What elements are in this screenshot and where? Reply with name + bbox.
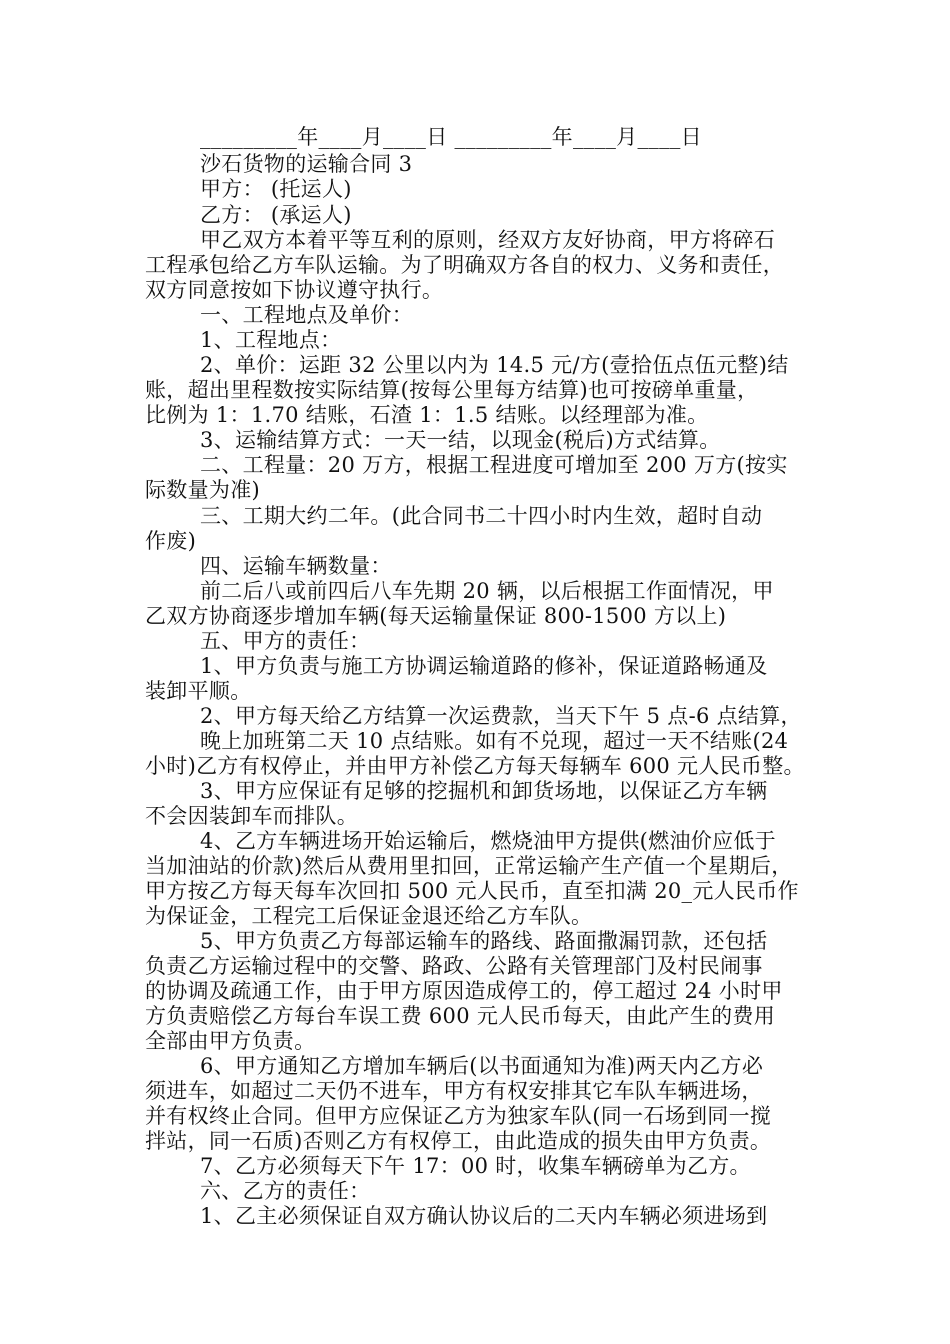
- party-a-line: 甲方： (托运人): [200, 177, 352, 201]
- paragraph-line: 前二后八或前四后八车先期 20 辆，以后根据工作面情况，甲: [200, 579, 774, 603]
- paragraph-line: 甲方按乙方每天每车次回扣 500 元人民币，直至扣满 20_元人民币作: [145, 879, 799, 903]
- paragraph-line: 须进车，如超过二天仍不进车，甲方有权安排其它车队车辆进场，: [145, 1079, 763, 1103]
- paragraph-line: 1、甲方负责与施工方协调运输道路的修补，保证道路畅通及: [200, 654, 768, 678]
- section-heading: 六、乙方的责任：: [200, 1179, 371, 1203]
- paragraph-line: 比例为 1：1.70 结账，石渣 1：1.5 结账。以经理部为准。: [145, 403, 709, 427]
- section-heading: 五、甲方的责任：: [200, 629, 371, 653]
- paragraph-line: 7、乙方必须每天下午 17：00 时，收集车辆磅单为乙方。: [200, 1154, 751, 1178]
- paragraph-line: 双方同意按如下协议遵守执行。: [145, 278, 444, 302]
- paragraph-line: 当加油站的价款)然后从费用里扣回，正常运输产生产值一个星期后，: [145, 854, 793, 878]
- paragraph-line: 乙双方协商逐步增加车辆(每天运输量保证 800-1500 方以上): [145, 604, 727, 628]
- paragraph-line: 全部由甲方负责。: [145, 1029, 316, 1053]
- section-heading: 三、工期大约二年。(此合同书二十四小时内生效，超时自动: [200, 504, 763, 528]
- paragraph-line: 2、甲方每天给乙方结算一次运费款，当天下午 5 点-6 点结算，: [200, 704, 802, 728]
- paragraph-line: 并有权终止合同。但甲方应保证乙方为独家车队(同一石场到同一搅: [145, 1104, 772, 1128]
- paragraph-line: 负责乙方运输过程中的交警、路政、公路有关管理部门及村民闹事: [145, 954, 763, 978]
- party-b-line: 乙方： (承运人): [200, 203, 352, 227]
- paragraph-line: 3、甲方应保证有足够的挖掘机和卸货场地，以保证乙方车辆: [200, 779, 768, 803]
- section-heading: 二、工程量：20 万方，根据工程进度可增加至 200 万方(按实: [200, 453, 788, 477]
- paragraph-line: 甲乙双方本着平等互利的原则，经双方友好协商，甲方将碎石: [200, 228, 776, 252]
- paragraph-line: 装卸平顺。: [145, 679, 252, 703]
- contract-title: 沙石货物的运输合同 3: [200, 152, 413, 176]
- paragraph-line: 账，超出里程数按实际结算(按每公里每方结算)也可按磅单重量，: [145, 378, 759, 402]
- paragraph-line: 2、单价：运距 32 公里以内为 14.5 元/方(壹拾伍点伍元整)结: [200, 353, 789, 377]
- paragraph-line: 4、乙方车辆进场开始运输后，燃烧油甲方提供(燃油价应低于: [200, 829, 776, 853]
- paragraph-line: 不会因装卸车而排队。: [145, 804, 358, 828]
- paragraph-line: 方负责赔偿乙方每台车误工费 600 元人民币每天，由此产生的费用: [145, 1004, 776, 1028]
- section-heading: 一、工程地点及单价：: [200, 303, 413, 327]
- paragraph-line: 6、甲方通知乙方增加车辆后(以书面通知为准)两天内乙方必: [200, 1054, 764, 1078]
- paragraph-line: 的协调及疏通工作，由于甲方原因造成停工的，停工超过 24 小时甲: [145, 979, 783, 1003]
- paragraph-line: 3、运输结算方式：一天一结，以现金(税后)方式结算。: [200, 428, 721, 452]
- paragraph-line: 作废): [145, 529, 197, 553]
- paragraph-line: 晚上加班第二天 10 点结账。如有不兑现，超过一天不结账(24: [200, 729, 789, 753]
- paragraph-line: 拌站，同一石质)否则乙方有权停工，由此造成的损失由甲方负责。: [145, 1129, 772, 1153]
- section-heading: 四、运输车辆数量：: [200, 554, 392, 578]
- paragraph-line: 1、工程地点：: [200, 328, 342, 352]
- paragraph-line: 际数量为准): [145, 478, 260, 502]
- paragraph-line: 5、甲方负责乙方每部运输车的路线、路面撒漏罚款，还包括: [200, 929, 768, 953]
- date-line: _________年____月____日 _________年____月____日: [200, 125, 702, 149]
- paragraph-line: 工程承包给乙方车队运输。为了明确双方各自的权力、义务和责任，: [145, 253, 784, 277]
- paragraph-line: 1、乙主必须保证自双方确认协议后的二天内车辆必须进场到: [200, 1204, 768, 1228]
- paragraph-line: 为保证金，工程完工后保证金退还给乙方车队。: [145, 904, 593, 928]
- paragraph-line: 小时)乙方有权停止，并由甲方补偿乙方每天每辆车 600 元人民币整。: [145, 754, 805, 778]
